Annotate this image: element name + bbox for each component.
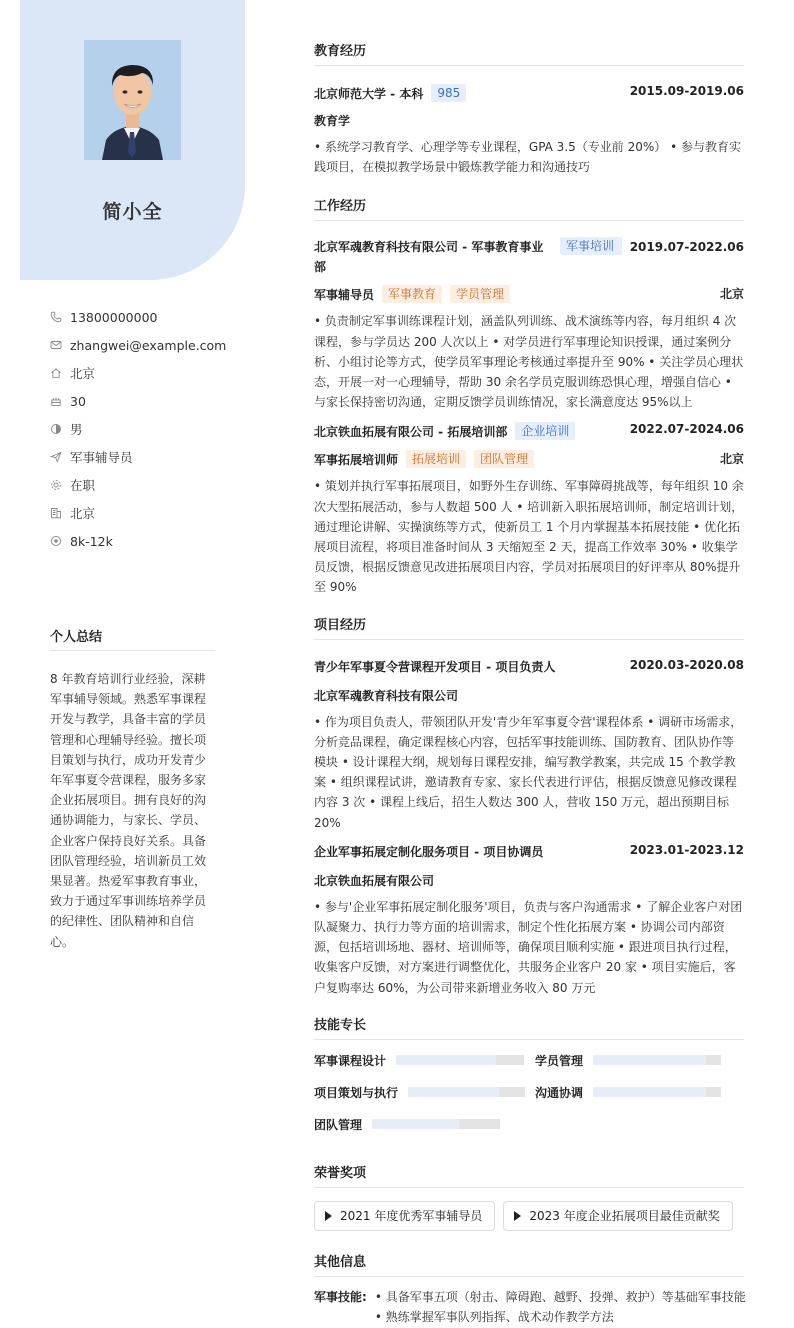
skill-bar: [593, 1087, 721, 1097]
education-section: [314, 40, 744, 177]
summary-section: [50, 626, 215, 952]
project-item: [314, 843, 744, 998]
contact-position: [50, 443, 230, 471]
contact-city-text: 北京: [70, 506, 96, 521]
project-period: 2023.01-2023.12: [629, 842, 744, 857]
skills-list: [314, 1052, 744, 1162]
school-tag: 985: [431, 84, 466, 102]
honors-list: [314, 1201, 744, 1231]
role-tag: 拓展培训: [406, 450, 466, 468]
send-icon: [50, 451, 62, 463]
status-icon: [50, 479, 62, 491]
skill-bar-fill: [396, 1055, 496, 1065]
contact-status: [50, 471, 230, 499]
project-org: 北京铁血拓展有限公司: [314, 873, 435, 888]
education-header: [314, 84, 744, 102]
projects-section: [314, 614, 744, 998]
honor-label: 2021 年度优秀军事辅导员: [340, 1209, 483, 1224]
contact-email-text: zhangwei@example.com: [70, 337, 227, 353]
skill-bar: [593, 1055, 721, 1065]
work-header: [314, 237, 744, 277]
other-item: • 具备军事五项（射击、障碍跑、越野、投弹、救护）等基础军事技能: [374, 1289, 746, 1304]
avatar: [84, 40, 181, 160]
work-role-row: [314, 450, 744, 468]
education-major: 教育学: [314, 114, 351, 128]
projects-title: 项目经历: [314, 614, 744, 640]
work-section: [314, 195, 744, 597]
other-list: [375, 1287, 746, 1328]
skill-name: 项目策划与执行: [314, 1085, 399, 1100]
skill-item: [314, 1116, 500, 1133]
work-header: [314, 422, 744, 440]
skill-bar-fill: [408, 1087, 499, 1097]
contact-gender: [50, 415, 230, 443]
skill-name: 沟通协调: [535, 1085, 584, 1100]
other-title: 其他信息: [314, 1251, 744, 1277]
other-section: [314, 1251, 744, 1328]
summary-text: 8 年教育培训行业经验，深耕军事辅导领域。熟悉军事课程开发与教学，具备丰富的学员管理和心理辅导经验。擅长项目策划与执行，成功开发青少年军事夏令营课程，服务多家企业拓展项目。拥有良好的沟通协调能力，与家长、学员、企业客户保持良好关系。具备团队管理经验，培训新员工效果显著。热爱军事教育事业，致力于通过军事训练培养学员的纪律性、团队精神和自信心。: [50, 672, 207, 949]
education-desc: • 系统学习教育学、心理学等专业课程，GPA 3.5（专业前 20%） • 参与教育实践项目，在模拟教学场景中锻炼教学能力和沟通技巧: [314, 140, 741, 175]
skill-item: [314, 1084, 525, 1101]
contact-age-text: 30: [70, 393, 86, 409]
work-tag: 军事培训: [560, 237, 622, 255]
project-period: 2020.03-2020.08: [629, 657, 744, 672]
education-title: 教育经历: [314, 40, 744, 66]
work-tag: 企业培训: [515, 422, 575, 440]
skill-item: [314, 1052, 524, 1069]
project-header: [314, 843, 744, 860]
skill-bar-fill: [593, 1055, 706, 1065]
work-period: 2019.07-2022.06: [629, 240, 744, 255]
skill-item: [535, 1052, 721, 1069]
project-org: 北京军魂教育科技有限公司: [314, 688, 459, 703]
work-desc: • 负责制定军事训练课程计划，涵盖队列训练、战术演练等内容，每月组织 4 次课程，参与学员达 200 人次以上 • 对学员进行军事理论知识授课，通过案例分析、小组讨论等方式，使学员军事理论考核通过率提升至 90% • 关注学员心理状态，开展一对一心理辅导，帮助 30 余名学员克服训练恐惧心理，增强自信心 • 与家长保持密切沟通，定期反馈学员训练情况，家长满意度达 95%以上: [314, 314, 744, 410]
honor-label: 2023 年度企业拓展项目最佳贡献奖: [529, 1209, 720, 1224]
salary-icon: [50, 535, 62, 547]
candidate-name: 简小全: [102, 201, 163, 223]
school-name: 北京师范大学 - 本科: [314, 86, 424, 101]
gender-icon: [50, 423, 62, 435]
contact-phone-text: 13800000000: [70, 309, 158, 325]
contact-list: [50, 303, 230, 555]
honor-item[interactable]: [503, 1201, 732, 1231]
work-desc: • 策划并执行军事拓展项目，如野外生存训练、军事障碍挑战等，每年组织 10 余次大型拓展活动，参与人数超 500 人 • 培训新入职拓展培训师，制定培训计划，通过理论讲解、实操演练等方式，使新员工 1 个月内掌握基本拓展技能 • 优化拓展项目流程，将项目准备时间从 3 天缩短至 2 天，提高工作效率 30% • 收集学员反馈，根据反馈意见改进拓展项目内容，学员对拓展项目的好评率从 80%提升至 90%: [314, 479, 744, 595]
other-row: [314, 1287, 744, 1328]
role-tag: 学员管理: [450, 285, 510, 303]
skill-bar: [408, 1087, 525, 1097]
honors-section: [314, 1162, 744, 1231]
education-period: 2015.09-2019.06: [629, 84, 744, 98]
role-tag: 团队管理: [474, 450, 534, 468]
play-icon: [514, 1211, 521, 1221]
contact-city: [50, 499, 230, 527]
project-desc: • 参与'企业军事拓展定制化服务'项目，负责与客户沟通需求 • 了解企业客户对团队凝聚力、执行力等方面的培训需求，制定个性化拓展方案 • 协调公司内部资源，包括培训场地、器材、培训师等，确保项目顺利实施 • 跟进项目执行过程，收集客户反馈，对方案进行调整优化，共服务企业客户 20 家 • 项目实施后，客户复购率达 60%，为公司带来新增业务收入 80 万元: [314, 899, 743, 995]
work-role: 军事辅导员: [314, 287, 375, 302]
work-title: 工作经历: [314, 195, 744, 221]
work-city: 北京: [719, 287, 744, 302]
work-company: 北京军魂教育科技有限公司 - 军事教育事业部: [314, 240, 544, 275]
contact-age: [50, 387, 230, 415]
contact-email: [50, 331, 230, 359]
contact-position-text: 军事辅导员: [70, 450, 133, 465]
project-desc: • 作为项目负责人，带领团队开发'青少年军事夏令营'课程体系 • 调研市场需求，分析竞品课程，确定课程核心内容，包括军事技能训练、国防教育、团队协作等模块 • 设计课程大纲，规划每日课程安排，编写教学教案，共完成 15 个教学教案 • 组织课程试讲，邀请教育专家、家长代表进行评估，根据反馈意见修改课程内容 3 次 • 课程上线后，招生人数达 300 人，营收 150 万元，超出预期目标 20%: [314, 714, 743, 830]
building-icon: [50, 507, 62, 519]
skill-name: 团队管理: [314, 1117, 363, 1132]
skills-title: 技能专长: [314, 1014, 744, 1040]
project-name: 青少年军事夏令营课程开发项目 - 项目负责人: [314, 659, 556, 674]
skills-section: [314, 1014, 744, 1162]
skill-bar-fill: [372, 1119, 459, 1129]
work-company: 北京铁血拓展有限公司 - 拓展培训部: [314, 424, 508, 439]
skill-name: 学员管理: [535, 1053, 584, 1068]
work-item: [314, 237, 744, 412]
main-content: [314, 40, 744, 1328]
project-header: [314, 658, 744, 675]
mail-icon: [50, 339, 62, 351]
contact-salary-text: 8k-12k: [70, 533, 113, 549]
home-icon: [50, 367, 62, 379]
honor-item[interactable]: [314, 1201, 495, 1231]
contact-location: [50, 359, 230, 387]
work-period: 2022.07-2024.06: [629, 422, 744, 437]
skill-item: [535, 1084, 721, 1101]
other-item: • 熟练掌握军事队列指挥、战术动作教学方法: [374, 1310, 614, 1325]
role-tag: 军事教育: [382, 285, 442, 303]
honors-title: 荣誉奖项: [314, 1162, 744, 1188]
work-role: 军事拓展培训师: [314, 452, 399, 467]
work-city: 北京: [719, 452, 744, 467]
contact-salary: [50, 527, 230, 555]
work-item: [314, 422, 744, 597]
skill-bar: [372, 1119, 500, 1129]
skill-name: 军事课程设计: [314, 1053, 387, 1068]
contact-phone: [50, 303, 230, 331]
skill-bar: [396, 1055, 524, 1065]
project-name: 企业军事拓展定制化服务项目 - 项目协调员: [314, 844, 544, 859]
project-item: [314, 658, 744, 833]
contact-gender-text: 男: [70, 422, 83, 437]
summary-title: 个人总结: [50, 626, 215, 651]
sidebar: [20, 0, 245, 1298]
other-label: 军事技能:: [314, 1289, 367, 1304]
phone-icon: [50, 311, 62, 323]
work-role-row: [314, 285, 744, 303]
skill-bar-fill: [593, 1087, 706, 1097]
play-icon: [325, 1211, 332, 1221]
age-icon: [50, 395, 62, 407]
contact-status-text: 在职: [70, 478, 96, 493]
contact-location-text: 北京: [70, 366, 96, 381]
